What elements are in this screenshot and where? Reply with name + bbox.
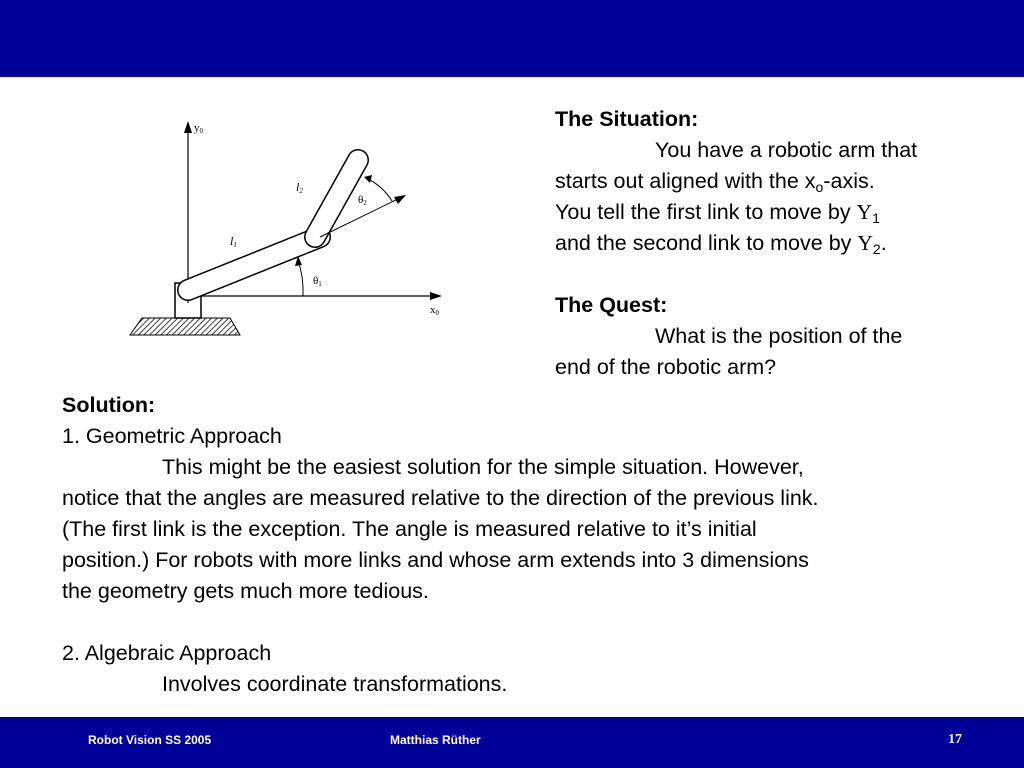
gamma2-subscript: 2 xyxy=(872,241,881,257)
situation-block xyxy=(555,104,995,383)
quest-line2: end of the robotic arm? xyxy=(555,355,777,379)
header-bar xyxy=(0,0,1024,77)
y-axis-label: y0 xyxy=(194,122,203,135)
solution-block xyxy=(62,390,982,700)
robot-arm-diagram xyxy=(120,115,450,355)
solution-p2: notice that the angles are measured relative to the direction of the previous link. xyxy=(62,486,819,510)
theta2-label: θ2 xyxy=(358,194,367,207)
quest-line1: What is the position of the xyxy=(655,324,903,348)
gamma2-symbol: Y xyxy=(857,231,873,255)
situation-line2b: -axis. xyxy=(823,169,875,193)
solution-title: Solution: xyxy=(62,393,156,417)
ground-base xyxy=(130,318,240,335)
gamma1-symbol: Y xyxy=(856,200,873,224)
solution-p1: This might be the easiest solution for the simple situation. However, xyxy=(162,455,804,479)
solution-p4: position.) For robots with more links and whose arm extends into 3 dimensions xyxy=(62,548,809,572)
solution-p5: the geometry gets much more tedious. xyxy=(62,579,429,603)
situation-line4: and the second link to move by xyxy=(555,231,858,255)
solution-p3: (The first link is the exception. The angle is measured relative to it’s initial xyxy=(62,517,757,541)
l1-label: l1 xyxy=(230,234,237,249)
x-axis-label: x0 xyxy=(430,304,439,317)
solution-item2-text: Involves coordinate transformations. xyxy=(162,672,508,696)
situation-title: The Situation: xyxy=(555,107,699,131)
page-number: 17 xyxy=(948,732,962,747)
situation-line2a: starts out aligned with the x xyxy=(555,169,816,193)
situation-line1: You have a robotic arm that xyxy=(655,138,918,162)
footer-author: Matthias Rüther xyxy=(390,733,481,747)
quest-title: The Quest: xyxy=(555,293,668,317)
gamma1-subscript: 1 xyxy=(872,210,880,226)
period: . xyxy=(880,231,887,255)
solution-item2: 2. Algebraic Approach xyxy=(62,641,272,665)
xo-subscript: o xyxy=(815,179,824,195)
theta1-label: θ1 xyxy=(313,275,322,288)
l2-label: l2 xyxy=(296,180,303,195)
footer-course: Robot Vision SS 2005 xyxy=(88,733,212,747)
solution-item1: 1. Geometric Approach xyxy=(62,424,282,448)
situation-line3: You tell the first link to move by xyxy=(555,200,857,224)
